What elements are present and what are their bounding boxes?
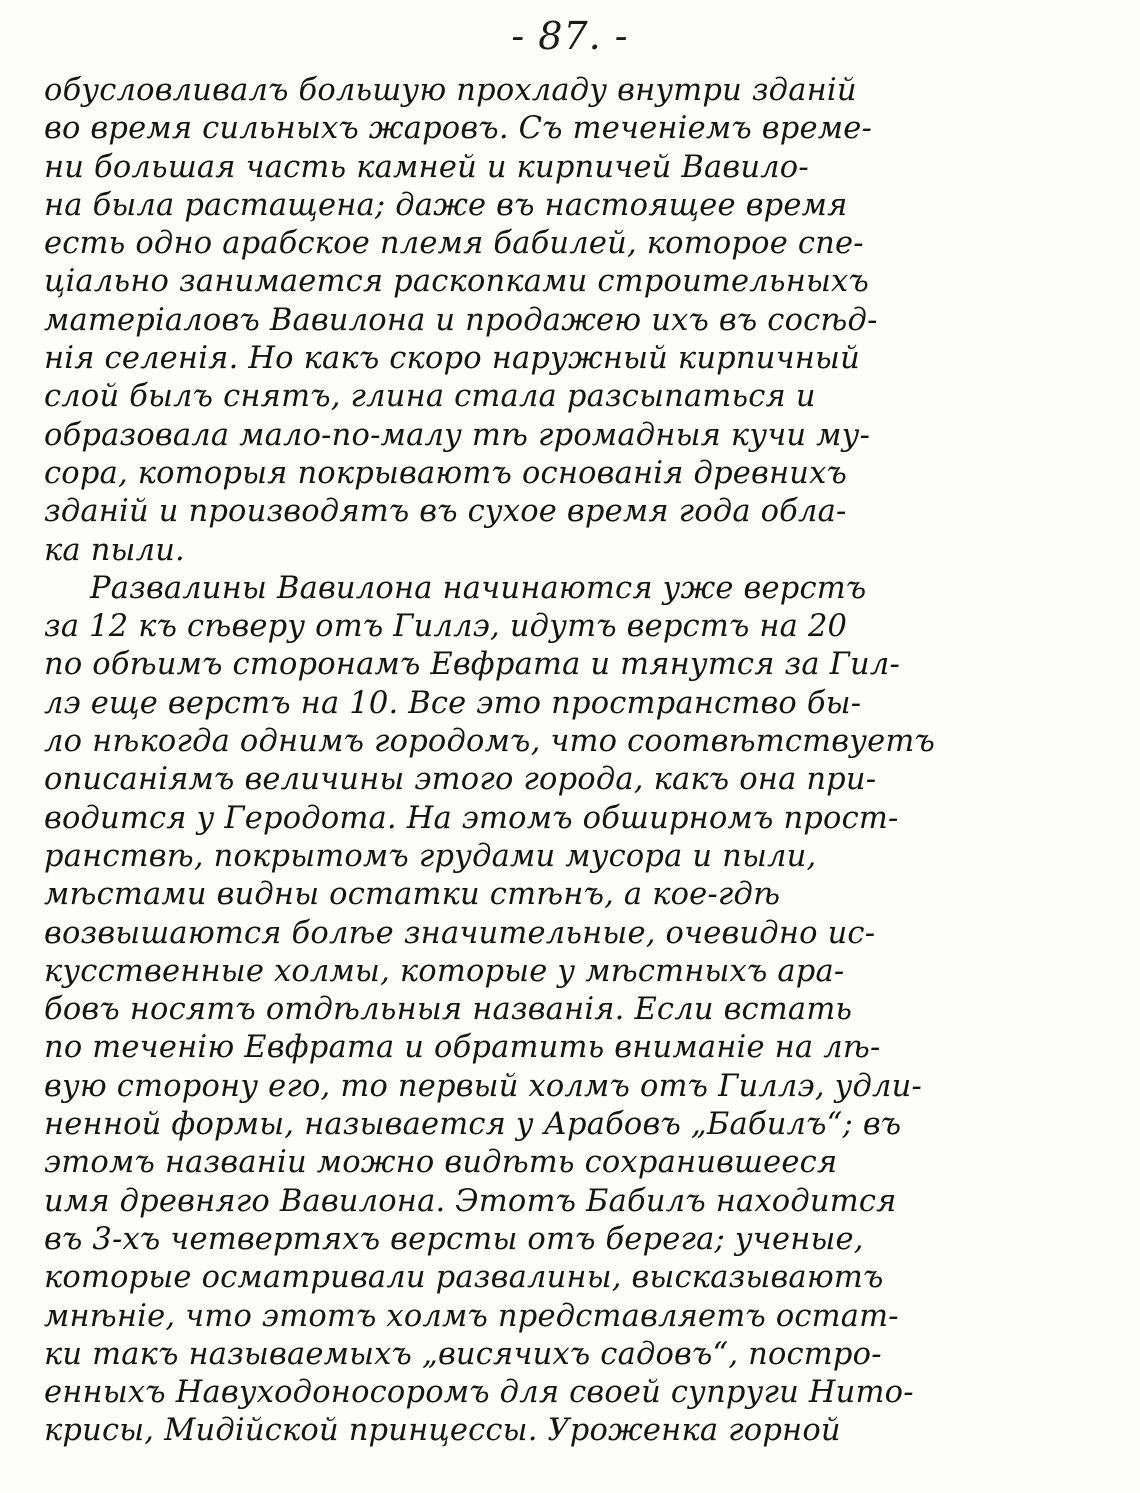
text-line: ка пыли. bbox=[44, 532, 185, 568]
text-line: по обѣимъ сторонамъ Евфрата и тянутся за Гил- bbox=[44, 647, 900, 683]
text-line: ранствѣ, покрытомъ грудами мусора и пыли, bbox=[44, 838, 817, 874]
text-line: сора, которыя покрываютъ основанія древнихъ bbox=[44, 455, 848, 491]
text-line: въ 3-хъ четвертяхъ версты отъ берега; ученые, bbox=[44, 1221, 864, 1257]
text-line: за 12 къ сѣверу отъ Гиллэ, идутъ верстъ на 20 bbox=[44, 609, 848, 645]
text-line: водится у Геродота. На этомъ обширномъ прост- bbox=[44, 800, 899, 836]
text-line: лэ еще верстъ на 10. Все это пространство бы- bbox=[44, 685, 862, 721]
page-number: - 87. - bbox=[511, 14, 629, 58]
text-line: матеріаловъ Вавилона и продажею ихъ въ сосѣд- bbox=[44, 302, 878, 338]
text-line: которые осматривали развалины, высказываютъ bbox=[44, 1260, 884, 1296]
text-line: описаніямъ величины этого города, какъ она при- bbox=[44, 762, 877, 798]
text-line: на была растащена; даже въ настоящее время bbox=[44, 187, 848, 223]
text-line: мнѣніе, что этотъ холмъ представляетъ остат- bbox=[44, 1298, 899, 1334]
text-line: нія селенія. Но какъ скоро наружный кирпичный bbox=[44, 341, 860, 377]
text-line: ненной формы, называется у Арабовъ „Бабилъ“; въ bbox=[44, 1107, 902, 1143]
text-line: образовала мало-по-малу тѣ громадныя кучи му- bbox=[44, 417, 871, 453]
text-line: зданій и производятъ въ сухое время года обла- bbox=[44, 494, 847, 530]
text-line: по теченію Евфрата и обратить вниманіе на лѣ- bbox=[44, 1030, 881, 1066]
text-line: кусственные холмы, которые у мѣстныхъ ара- bbox=[44, 953, 845, 989]
text-line: вую сторону его, то первый холмъ отъ Гиллэ, удли- bbox=[44, 1068, 923, 1104]
text-line: енныхъ Навуходоносоромъ для своей супруги Нито- bbox=[44, 1375, 914, 1411]
text-line: возвышаются болѣе значительные, очевидно ис- bbox=[44, 915, 876, 951]
text-line: слой былъ снятъ, глина стала разсыпаться и bbox=[44, 379, 816, 415]
text-line: ло нѣкогда однимъ городомъ, что соотвѣтствуетъ bbox=[44, 724, 935, 760]
text-line: во время сильныхъ жаровъ. Съ теченіемъ време- bbox=[44, 111, 872, 147]
text-line: имя древняго Вавилона. Этотъ Бабилъ находится bbox=[44, 1183, 897, 1219]
manuscript-text bbox=[44, 72, 1104, 1451]
text-line: крисы, Мидійской принцессы. Уроженка горной bbox=[44, 1413, 841, 1449]
text-line: ни большая часть камней и кирпичей Вавило- bbox=[44, 149, 809, 185]
text-line: ки такъ называемыхъ „висячихъ садовъ“, постро- bbox=[44, 1336, 882, 1372]
text-line: ціально занимается раскопками строительныхъ bbox=[44, 264, 869, 300]
text-line: обусловливалъ большую прохладу внутри зданій bbox=[44, 73, 857, 108]
text-line: мѣстами видны остатки стѣнъ, а кое-гдѣ bbox=[44, 877, 781, 913]
text-line: есть одно арабское племя бабилей, которое спе- bbox=[44, 226, 864, 262]
text-line: этомъ названіи можно видѣть сохранившееся bbox=[44, 1145, 838, 1181]
text-line: бовъ носятъ отдѣльныя названія. Если встать bbox=[44, 992, 853, 1028]
text-line: Развалины Вавилона начинаются уже верстъ bbox=[90, 570, 867, 606]
